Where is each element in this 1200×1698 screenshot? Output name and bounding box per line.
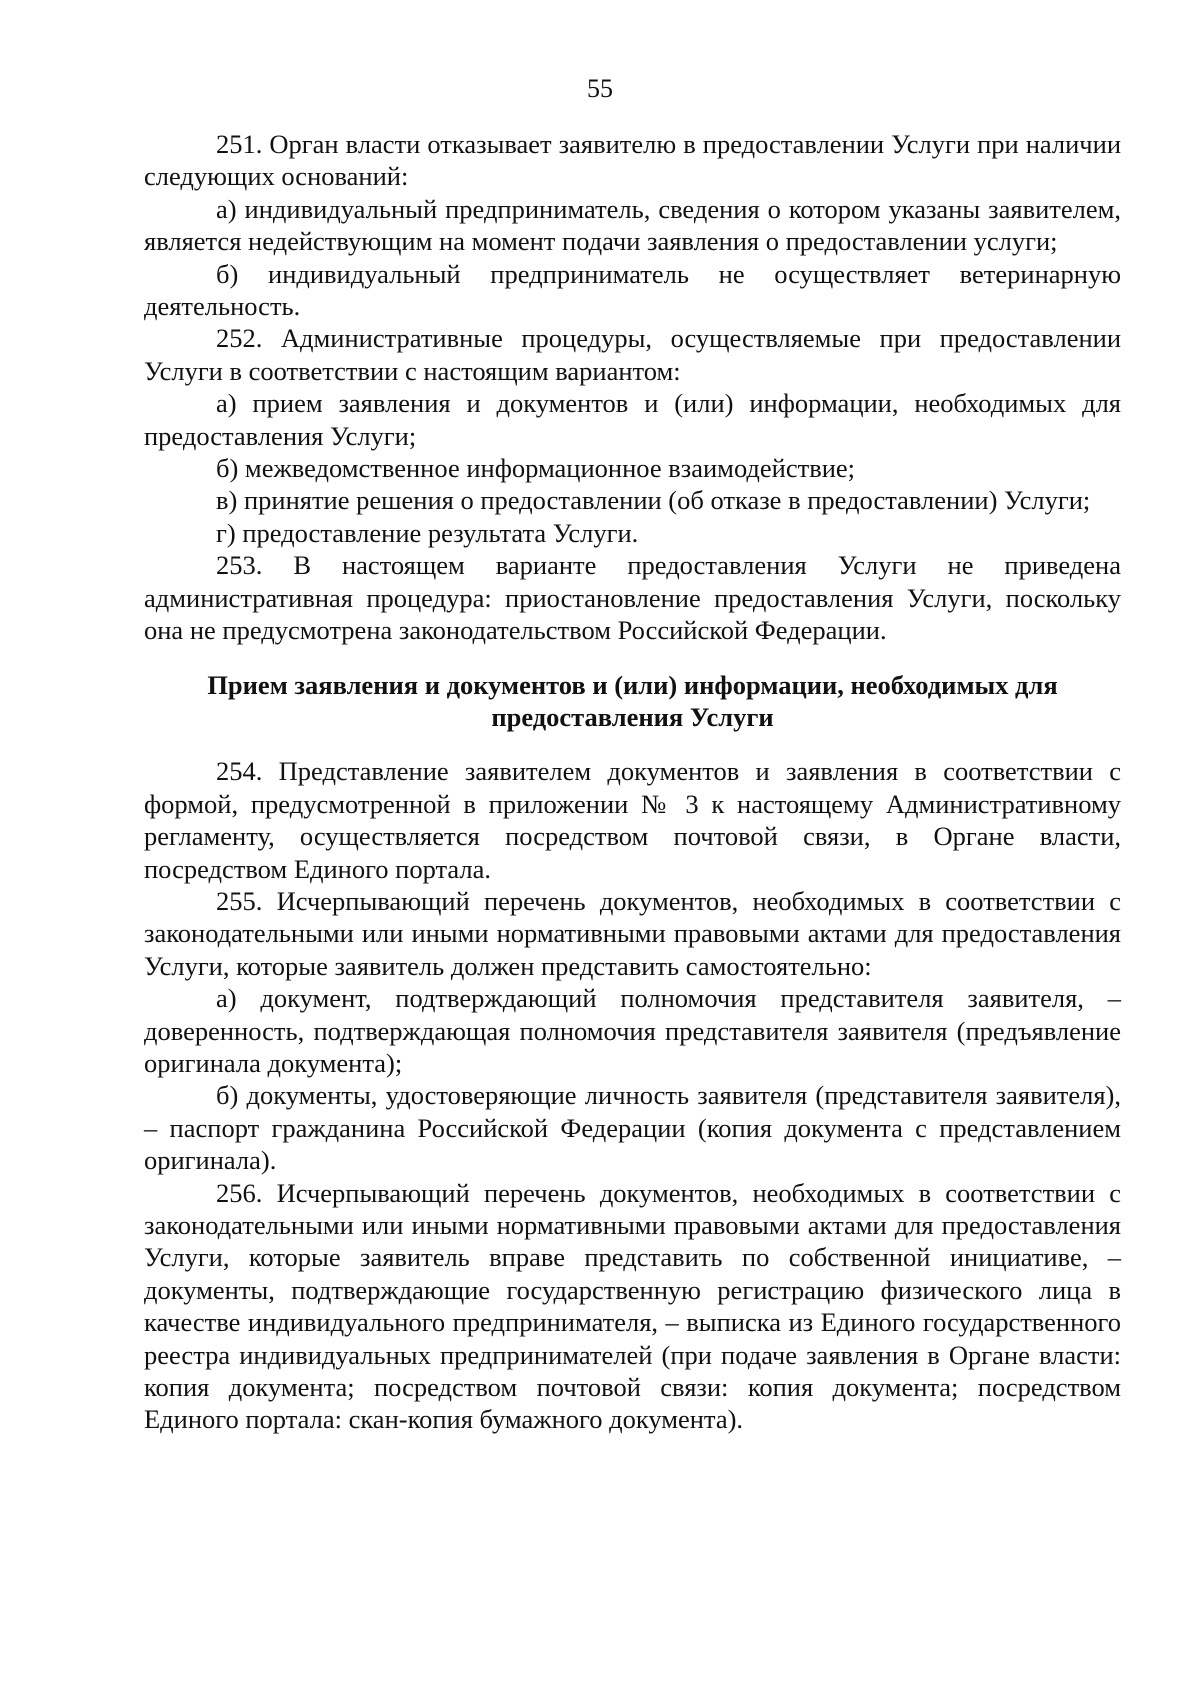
paragraph-256: 256. Исчерпывающий перечень документов, необходимых в соответствии с законодательными или иными нормативными правовыми актами для предоставления Услуги, которые заявитель вправе представить по собственной инициативе, – документы, подтверждающие государственную регистрацию физического лица в качестве индивидуального предпринимателя, – выписка из Единого государственного реестра индивидуальных предпринимателей (при подаче заявления в Органе власти: копия документа; посредством почтовой связи: копия документа; посредством Единого портала: скан-копия бумажного документа). (144, 1177, 1121, 1435)
section-heading-line-2: предоставления Услуги (491, 701, 774, 732)
paragraph-251: 251. Орган власти отказывает заявителю в предоставлении Услуги при наличии следующих оснований: (144, 129, 1121, 192)
page-number: 55 (587, 74, 613, 103)
paragraph-255-b: б) документы, удостоверяющие личность заявителя (представителя заявителя), – паспорт гражданина Российской Федерации (копия документа с представлением оригинала). (144, 1080, 1121, 1176)
document-body (144, 128, 1121, 1436)
paragraph-252-g: г) предоставление результата Услуги. (216, 517, 639, 548)
paragraph-255: 255. Исчерпывающий перечень документов, необходимых в соответствии с законодательными или иными нормативными правовыми актами для предоставления Услуги, которые заявитель должен представить самостоятельно: (144, 885, 1121, 981)
paragraph-253: 253. В настоящем варианте предоставления Услуги не приведена административная процедура: приостановление предоставления Услуги, поскольку она не предусмотрена законодательством Российской Федерации. (144, 550, 1121, 646)
paragraph-252: 252. Административные процедуры, осуществляемые при предоставлении Услуги в соответствии с настоящим вариантом: (144, 323, 1121, 386)
paragraph-251-b: б) индивидуальный предприниматель не осуществляет ветеринарную деятельность. (144, 258, 1121, 322)
paragraph-251-a: а) индивидуальный предприниматель, сведения о котором указаны заявителем, является недействующим на момент подачи заявления о предоставлении услуги; (144, 193, 1121, 257)
paragraph-252-b: б) межведомственное информационное взаимодействие; (216, 453, 856, 484)
paragraph-252-v: в) принятие решения о предоставлении (об отказе в предоставлении) Услуги; (216, 485, 1091, 516)
paragraph-255-a: а) документ, подтверждающий полномочия представителя заявителя, – доверенность, подтверждающая полномочия представителя заявителя (предъявление оригинала документа); (144, 983, 1121, 1078)
section-heading (144, 669, 1121, 734)
paragraph-254: 254. Представление заявителем документов и заявления в соответствии с формой, предусмотренной в приложении № 3 к настоящему Административному регламенту, осуществляется посредством почтовой связи, в Органе власти, посредством Единого портала. (144, 756, 1121, 884)
section-heading-line-1: Прием заявления и документов и (или) информации, необходимых для (207, 669, 1058, 700)
paragraph-252-a: а) прием заявления и документов и (или) информации, необходимых для предоставления Услуги; (144, 388, 1121, 451)
